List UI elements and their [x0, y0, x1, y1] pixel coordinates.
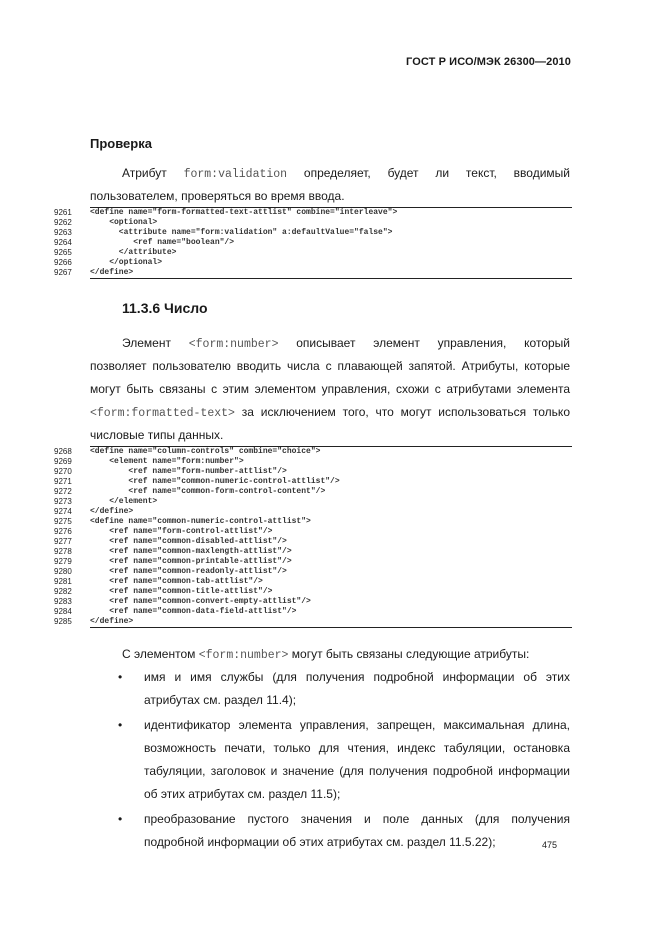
bullet-item [118, 714, 570, 806]
line-number: 9277 [54, 537, 72, 546]
text: Атрибут [122, 166, 184, 180]
attributes-intro [122, 643, 570, 667]
line-number: 9279 [54, 557, 72, 566]
code-text: <ref name="common-numeric-control-attlist"/> [90, 477, 340, 486]
code-line [54, 477, 572, 487]
code-line [54, 557, 572, 567]
code-text: <define name="column-controls" combine="choice"> [90, 447, 321, 456]
line-number: 9262 [54, 218, 72, 227]
code-text: </attribute> [90, 248, 177, 257]
bullet-text-line: подробной информации об этих атрибутах см. раздел 11.5.22); [144, 835, 496, 849]
code-text: <ref name="common-disabled-attlist"/> [90, 537, 287, 546]
line-number: 9271 [54, 477, 72, 486]
code-line [54, 597, 572, 607]
bullet-item [118, 666, 570, 712]
line-number: 9265 [54, 248, 72, 257]
attribute-bullet-list [118, 666, 570, 856]
code-inline: <form:formatted-text> [90, 407, 235, 420]
line-number: 9281 [54, 577, 72, 586]
line-number: 9282 [54, 587, 72, 596]
line-number: 9274 [54, 507, 72, 516]
code-line [54, 567, 572, 577]
number-paragraph-line4 [90, 401, 570, 425]
text: определяет, будет ли текст, вводимый [287, 166, 570, 180]
bullet-text-line: идентификатор элемента управления, запрещен, максимальная длина, [144, 718, 570, 732]
code-line [54, 447, 572, 457]
document-header: ГОСТ Р ИСО/МЭК 26300—2010 [406, 56, 571, 68]
line-number: 9270 [54, 467, 72, 476]
subsection-title: 11.3.6 Число [122, 300, 208, 316]
code-line [54, 457, 572, 467]
line-number: 9283 [54, 597, 72, 606]
code-text: </optional> [90, 258, 163, 267]
bullet-text-line: об этих атрибутах см. раздел 11.5); [144, 787, 341, 801]
code-text: <ref name="common-maxlength-attlist"/> [90, 547, 292, 556]
code-line [54, 497, 572, 507]
line-number: 9263 [54, 228, 72, 237]
line-number: 9284 [54, 607, 72, 616]
line-number: 9261 [54, 208, 72, 217]
text: описывает элемент управления, который [278, 336, 570, 350]
bullet-text-line: имя и имя службы (для получения подробной информации об этих [144, 670, 570, 684]
code-text: <attribute name="form:validation" a:defaultValue="false"> [90, 228, 393, 237]
number-paragraph-line2: позволяет пользователю вводить числа с плавающей запятой. Атрибуты, которые [90, 359, 570, 373]
bullet-mark: • [118, 670, 123, 684]
code-line [54, 258, 572, 268]
code-line [54, 617, 572, 627]
text: за исключением того, что могут использоваться только [234, 405, 570, 419]
page-number: 475 [542, 840, 558, 850]
code-text: <ref name="common-form-control-content"/> [90, 487, 326, 496]
code-text: <ref name="form-control-attlist"/> [90, 527, 273, 536]
code-text: <ref name="common-tab-attlist"/> [90, 577, 263, 586]
code-line [54, 577, 572, 587]
code-text: <ref name="common-convert-empty-attlist"/> [90, 597, 311, 606]
code-line [54, 527, 572, 537]
code-text: <element name="form:number"> [90, 457, 244, 466]
code-text: </define> [90, 268, 134, 277]
code-line [54, 238, 572, 248]
number-paragraph-line5: числовые типы данных. [90, 428, 224, 442]
code-line [54, 607, 572, 617]
code-text: </element> [90, 497, 158, 506]
code-text: <ref name="common-data-field-attlist"/> [90, 607, 297, 616]
code-line [54, 218, 572, 228]
line-number: 9268 [54, 447, 72, 456]
code-block-number [54, 446, 572, 628]
bullet-mark: • [118, 812, 123, 826]
code-block-validation [54, 207, 572, 279]
code-inline: <form:number> [198, 649, 289, 662]
code-text: <define name="form-formatted-text-attlist" combine="interleave"> [90, 208, 398, 217]
code-text: <ref name="common-printable-attlist"/> [90, 557, 292, 566]
code-line [54, 507, 572, 517]
line-number: 9264 [54, 238, 72, 247]
line-number: 9276 [54, 527, 72, 536]
line-number: 9275 [54, 517, 72, 526]
line-number: 9272 [54, 487, 72, 496]
code-text: </define> [90, 507, 134, 516]
code-text: <optional> [90, 218, 158, 227]
code-line [54, 467, 572, 477]
section-title: Проверка [90, 136, 152, 151]
validation-paragraph-line1 [122, 162, 570, 186]
validation-paragraph-line2: пользователем, проверяться во время ввода. [90, 189, 345, 203]
text: Элемент [122, 336, 189, 350]
bullet-item [118, 808, 570, 854]
code-line [54, 208, 572, 218]
text: С элементом [122, 647, 199, 661]
code-text: <ref name="form-number-attlist"/> [90, 467, 287, 476]
text: могут быть связаны следующие атрибуты: [288, 647, 530, 661]
code-text: <ref name="boolean"/> [90, 238, 235, 247]
bullet-text-line: преобразование пустого значения и поле данных (для получения [144, 812, 570, 826]
bullet-text-line: атрибутах см. раздел 11.4); [144, 693, 297, 707]
code-text: <define name="common-numeric-control-attlist"> [90, 517, 311, 526]
code-line [54, 587, 572, 597]
code-inline: <form:number> [188, 338, 279, 351]
line-number: 9273 [54, 497, 72, 506]
line-number: 9285 [54, 617, 72, 626]
code-text: </define> [90, 617, 134, 626]
line-number: 9280 [54, 567, 72, 576]
code-line [54, 268, 572, 278]
line-number: 9266 [54, 258, 72, 267]
line-number: 9267 [54, 268, 72, 277]
code-line [54, 547, 572, 557]
code-line [54, 517, 572, 527]
code-line [54, 228, 572, 238]
bullet-text-line: табуляции, заголовок и значение (для получения подробной информации [144, 764, 570, 778]
code-text: <ref name="common-title-attlist"/> [90, 587, 273, 596]
code-line [54, 248, 572, 258]
bullet-mark: • [118, 718, 123, 732]
line-number: 9269 [54, 457, 72, 466]
number-paragraph-line1 [122, 332, 570, 356]
code-text: <ref name="common-readonly-attlist"/> [90, 567, 287, 576]
code-inline: form:validation [183, 168, 288, 181]
bullet-text-line: возможность печати, только для чтения, индекс табуляции, остановка [144, 741, 570, 755]
code-line [54, 487, 572, 497]
line-number: 9278 [54, 547, 72, 556]
code-line [54, 537, 572, 547]
number-paragraph-line3: могут быть связаны с этим элементом управления, схожи с атрибутами элемента [90, 382, 570, 396]
